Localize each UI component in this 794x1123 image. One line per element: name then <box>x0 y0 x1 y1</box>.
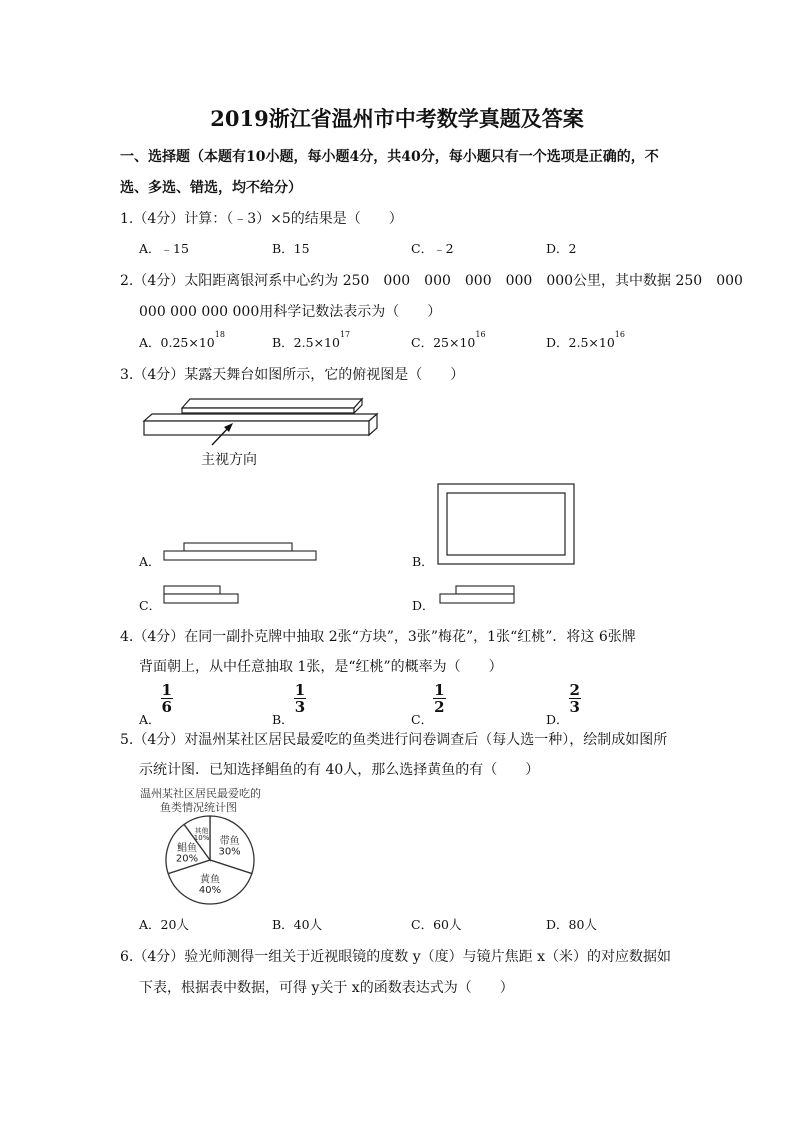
q6-stem-line2: 下表，根据表中数据，可得 y关于 x的函数表达式为（ ） <box>139 980 514 996</box>
q3-option-a-figure <box>160 540 320 562</box>
q4-stem-line1: 4.（4分）在同一副扑克牌中抽取 2张“方块”，3张”梅花”，1张“红桃”．将这 6张牌 <box>120 629 636 645</box>
q5-option-c: C．60人 <box>411 917 462 932</box>
q4-option-b-fraction: $\frac{1}{3}$ <box>294 681 306 716</box>
q2-stem-line2: 000 000 000 000用科学记数法表示为（ ） <box>139 304 442 320</box>
q3-view-direction-label: 主视方向 <box>201 452 257 468</box>
q4-stem-line2: 背面朝上，从中任意抽取 1张，是“红桃”的概率为（ ） <box>139 659 503 675</box>
q4-option-a: A． $\frac{1}{6}$ <box>139 681 172 727</box>
q3-option-b-figure <box>436 482 578 568</box>
q5-option-b: B．40人 <box>272 917 323 932</box>
q2-option-b: B．$2.5\times 10^{17}$ <box>272 330 351 350</box>
q2-option-d: D．$2.5\times 10^{16}$ <box>546 330 625 350</box>
chart-title: 温州某社区居民最爱吃的 <box>140 787 261 800</box>
q4-option-d-fraction: $\frac{2}{3}$ <box>569 681 580 716</box>
q1-option-c: C．﹣2 <box>411 241 454 256</box>
pie-label-其他-name: 其他 <box>194 826 209 835</box>
pie-label-其他-value: 10% <box>193 834 210 843</box>
pie-label-带鱼-value: 30% <box>218 846 241 858</box>
pie-label-黄鱼-value: 40% <box>198 884 222 896</box>
q5-stem-line1: 5.（4分）对温州某社区居民最爱吃的鱼类进行问卷调查后（每人选一种），绘制成如图所 <box>120 732 668 748</box>
q4-option-a-fraction: $\frac{1}{6}$ <box>161 681 172 716</box>
q2-option-c: C．$25\times 10^{16}$ <box>411 330 486 350</box>
q3-option-d: D． <box>412 598 435 613</box>
q3-option-d-figure <box>436 583 518 605</box>
pie-label-黄鱼-name: 黄鱼 <box>200 874 220 886</box>
q3-option-a: A． <box>139 554 161 569</box>
q1-option-d: D．2 <box>546 241 577 256</box>
pie-label-带鱼-name: 带鱼 <box>219 836 240 848</box>
q2-option-a: A．$0.25\times 10^{18}$ <box>139 330 225 350</box>
q3-stage-figure <box>140 393 380 473</box>
q3-option-c-figure <box>160 583 242 605</box>
q3-stem: 3.（4分）某露天舞台如图所示，它的俯视图是（ ） <box>120 367 465 383</box>
page-title: 2019浙江省温州市中考数学真题及答案 <box>210 106 584 131</box>
pie-label-鲳鱼-name: 鲳鱼 <box>176 842 197 854</box>
chart-subtitle: 鱼类情况统计图 <box>160 801 237 814</box>
q4-option-c-fraction: $\frac{1}{2}$ <box>434 681 445 716</box>
q3-option-b: B． <box>412 554 434 569</box>
q1-stem: 1.（4分）计算：（﹣3）×5的结果是（ ） <box>120 211 403 227</box>
q5-option-a: A．20人 <box>139 917 189 932</box>
q6-stem-line1: 6.（4分）验光师测得一组关于近视眼镜的度数 y（度）与镜片焦距 x（米）的对应数据如 <box>120 949 671 965</box>
section-header-line2: 选、多选、错选，均不给分） <box>120 180 302 196</box>
q5-option-d: D．80人 <box>546 917 597 932</box>
q3-option-c: C． <box>139 598 162 613</box>
q4-option-d: D． $\frac{2}{3}$ <box>546 681 580 727</box>
q4-option-b: B． $\frac{1}{3}$ <box>272 681 306 727</box>
pie-chart <box>162 812 258 908</box>
q2-stem-line1: 2.（4分）太阳距离银河系中心约为 250 000 000 000 000 000公里，其中数据 250 000 <box>120 273 743 289</box>
q4-option-c: C． $\frac{1}{2}$ <box>411 681 445 727</box>
q1-option-b: B．15 <box>272 241 310 256</box>
q5-stem-line2: 示统计图．已知选择鲳鱼的有 40人，那么选择黄鱼的有（ ） <box>139 762 540 778</box>
section-header-line1: 一、选择题（本题有10小题，每小题4分，共40分，每小题只有一个选项是正确的，不 <box>120 149 659 165</box>
q1-option-a: A．﹣15 <box>139 241 189 256</box>
pie-label-鲳鱼-value: 20% <box>175 853 199 865</box>
